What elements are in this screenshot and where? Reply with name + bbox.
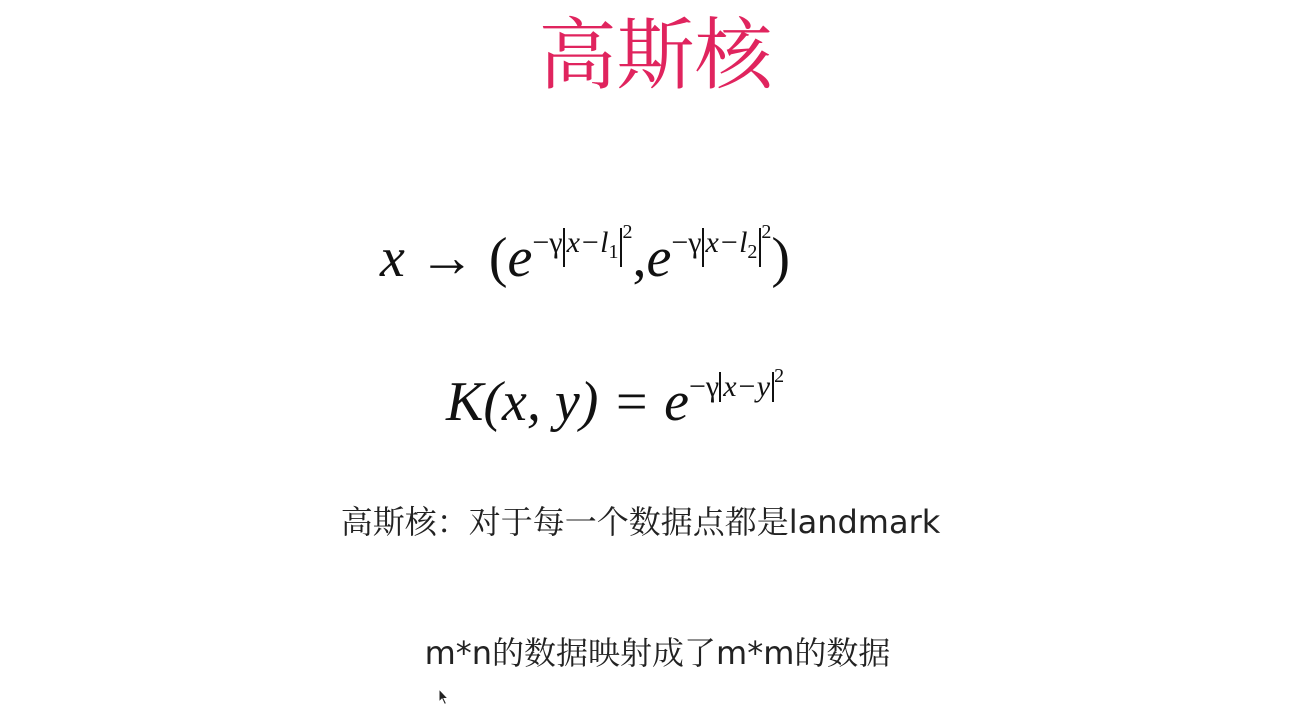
exp2-prefix: −γ (671, 226, 702, 259)
formula1-close-paren: ) (771, 227, 791, 289)
formula1-e2: e (646, 227, 672, 289)
exp1-power: 2 (622, 221, 633, 243)
formula1-exponent1 (532, 221, 633, 263)
exp1-subscript: 1 (608, 241, 619, 263)
exp1-norm (563, 228, 623, 267)
formula1-x: x (380, 227, 405, 289)
exp2-norm (702, 228, 762, 267)
exp2-power: 2 (761, 221, 772, 243)
feature-mapping-formula (380, 182, 790, 308)
formula2-lhs: K(x, y) = (446, 371, 665, 433)
exp1-prefix: −γ (532, 226, 563, 259)
mapping-note: m*n的数据映射成了m*m的数据 (424, 634, 891, 672)
formula2-exp-prefix: −γ (689, 370, 720, 403)
formula2-norm-text: x−y (723, 370, 771, 403)
exp2-norm-text: x−l (705, 226, 748, 259)
gaussian-kernel-formula (446, 326, 784, 452)
formula1-e1: e (507, 227, 533, 289)
formula1-open-paren: ( (488, 227, 508, 289)
slide-title: 高斯核 (538, 11, 773, 101)
exp1-norm-text: x−l (566, 226, 609, 259)
formula1-comma: , (632, 227, 647, 289)
formula2-e: e (664, 371, 690, 433)
exp2-subscript: 2 (747, 241, 758, 263)
formula1-exponent2 (671, 221, 772, 263)
mouse-cursor-icon (438, 688, 450, 706)
formula2-norm (719, 372, 774, 402)
landmark-note: 高斯核：对于每一个数据点都是landmark (340, 503, 941, 541)
formula1-arrow: → (418, 227, 475, 289)
formula2-power: 2 (774, 365, 785, 387)
formula2-exponent (689, 365, 785, 403)
